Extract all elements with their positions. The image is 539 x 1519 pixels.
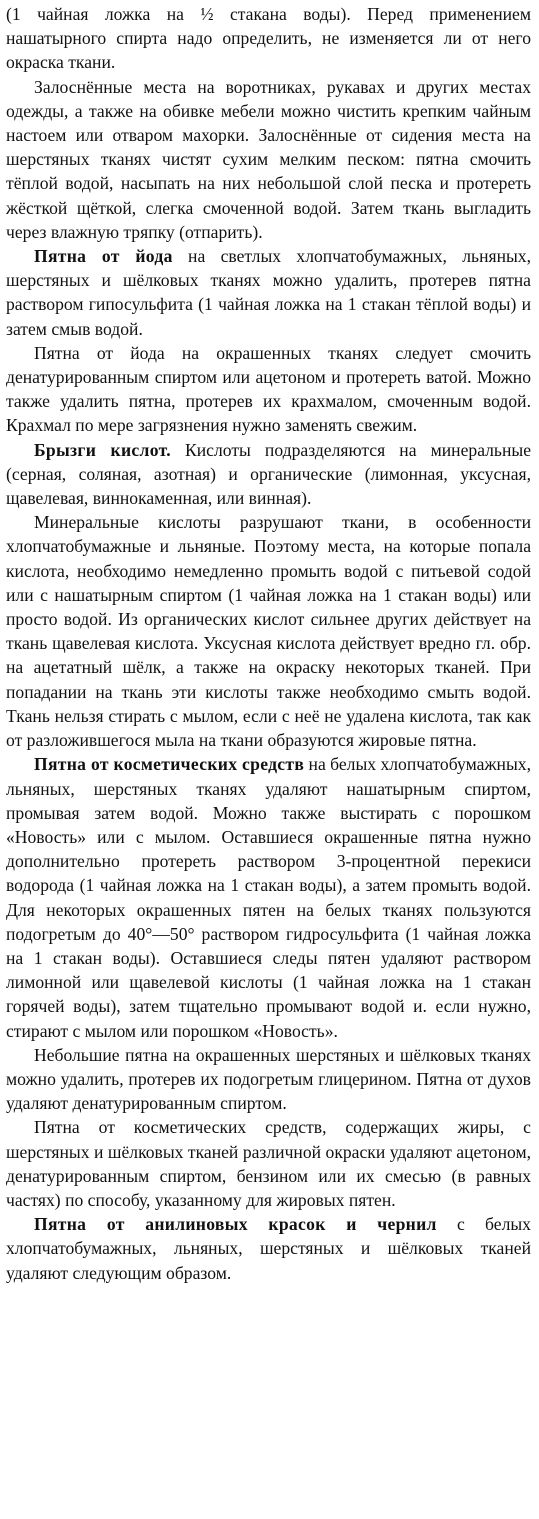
paragraph-heading: Пятна от йода [34,246,173,267]
paragraph-text: Залоснённые места на воротниках, рукавах и других местах одежды, а также на обивке мебели можно чистить крепким чайным настоем или отваром махорки. Залоснённые от сидения места на шерстяных тканях чистят сухим мелким песком: пятна смочить тёплой водой, насыпать на них небольшой слой песка и протереть жёсткой щёткой, слегка смоченной водой. Затем ткань выгладить через влажную тряпку (отпарить). [6,76,531,242]
paragraph-3 [6,244,531,341]
paragraph-text: с белых хлопчатобумажных, льняных, шерстяных и шёлковых тканей удаляют следующим образом. [6,1214,531,1283]
paragraph-text: Пятна от косметических средств, содержащих жиры, с шерстяных и шёлковых тканей различной окраски удаляют ацетоном, денатурированным спиртом, бензином или их смесью (в равных частях) по способу, указанному для жировых пятен. [6,1117,531,1210]
paragraph-text: (1 чайная ложка на ½ стакана воды). Перед применением нашатырного спирта надо определить, не изменяется ли от него окраска ткани. [6,4,531,73]
paragraph-text: Пятна от йода на окрашенных тканях следует смочить денатурированным спиртом или ацетоном и протереть ватой. Можно также удалить пятна, протерев их крахмалом, смоченным водой. Крахмал по мере загрязнения нужно заменять свежим. [6,342,531,436]
paragraph-9 [6,1115,531,1212]
paragraph-7 [6,752,531,1042]
paragraph-heading: Брызги кислот. [34,439,171,460]
paragraph-heading: Пятна от косметических средств [34,754,305,775]
paragraph-1 [6,2,531,75]
paragraph-4 [6,341,531,438]
paragraph-text: на белых хлопчатобумажных, льняных, шерстяных тканях удаляют нашатырным спиртом, промывая затем водой. Можно также выстирать с порошком «Новость» или с мылом. Оставшиеся окрашенные пятна нужно дополнительно протереть раствором 3-процентной перекиси водорода (1 чайная ложка на 1 стакан воды), а затем промыть водой. Для некоторых окрашенных пятен на белых тканях пользуются подогретым до 40°—50° раствором гидросульфита (1 чайная ложка на 1 стакан воды). Оставшиеся следы пятен удаляют раствором лимонной или щавелевой кислоты (1 чайная ложка на 1 стакан горячей воды), затем тщательно промывают водой и. если нужно, стирают с мылом или порошком «Новость». [6,754,531,1041]
paragraph-text: на светлых хлопчатобумажных, льняных, шерстяных и шёлковых тканях можно удалить, протерев пятна раствором гипосульфита (1 чайная ложка на 1 стакан тёплой воды) и затем смыв водой. [6,246,532,339]
paragraph-8 [6,1043,531,1116]
paragraph-2 [6,75,531,244]
paragraph-10 [6,1212,531,1285]
paragraph-heading: Пятна от анилиновых красок и чернил [34,1214,437,1235]
paragraph-text: Кислоты подразделяются на минеральные (серная, соляная, азотная) и органические (лимонная, уксусная, щавелевая, виннокаменная, или винная). [6,439,532,509]
paragraph-6 [6,510,531,752]
paragraph-5 [6,438,531,511]
paragraph-text: Небольшие пятна на окрашенных шерстяных и шёлковых тканях можно удалить, протерев их подогретым глицерином. Пятна от духов удаляют денатурированным спиртом. [6,1044,531,1114]
paragraph-text: Минеральные кислоты разрушают ткани, в особенности хлопчатобумажные и льняные. Поэтому места, на которые попала кислота, необходимо немедленно промыть водой с питьевой содой или с нашатырным спиртом (1 чайная ложка на 1 стакан воды) или просто водой. Из органических кислот сильнее других действует на ткань щавелевая кислота. Уксусная кислота действует вредно гл. обр. на ацетатный шёлк, а также на окраску некоторых тканей. При попадании на ткань эти кислоты также необходимо смыть водой. Ткань нельзя стирать с мылом, если с неё не удалена кислота, так как от разложившегося мыла на ткани образуются жировые пятна. [6,512,531,751]
